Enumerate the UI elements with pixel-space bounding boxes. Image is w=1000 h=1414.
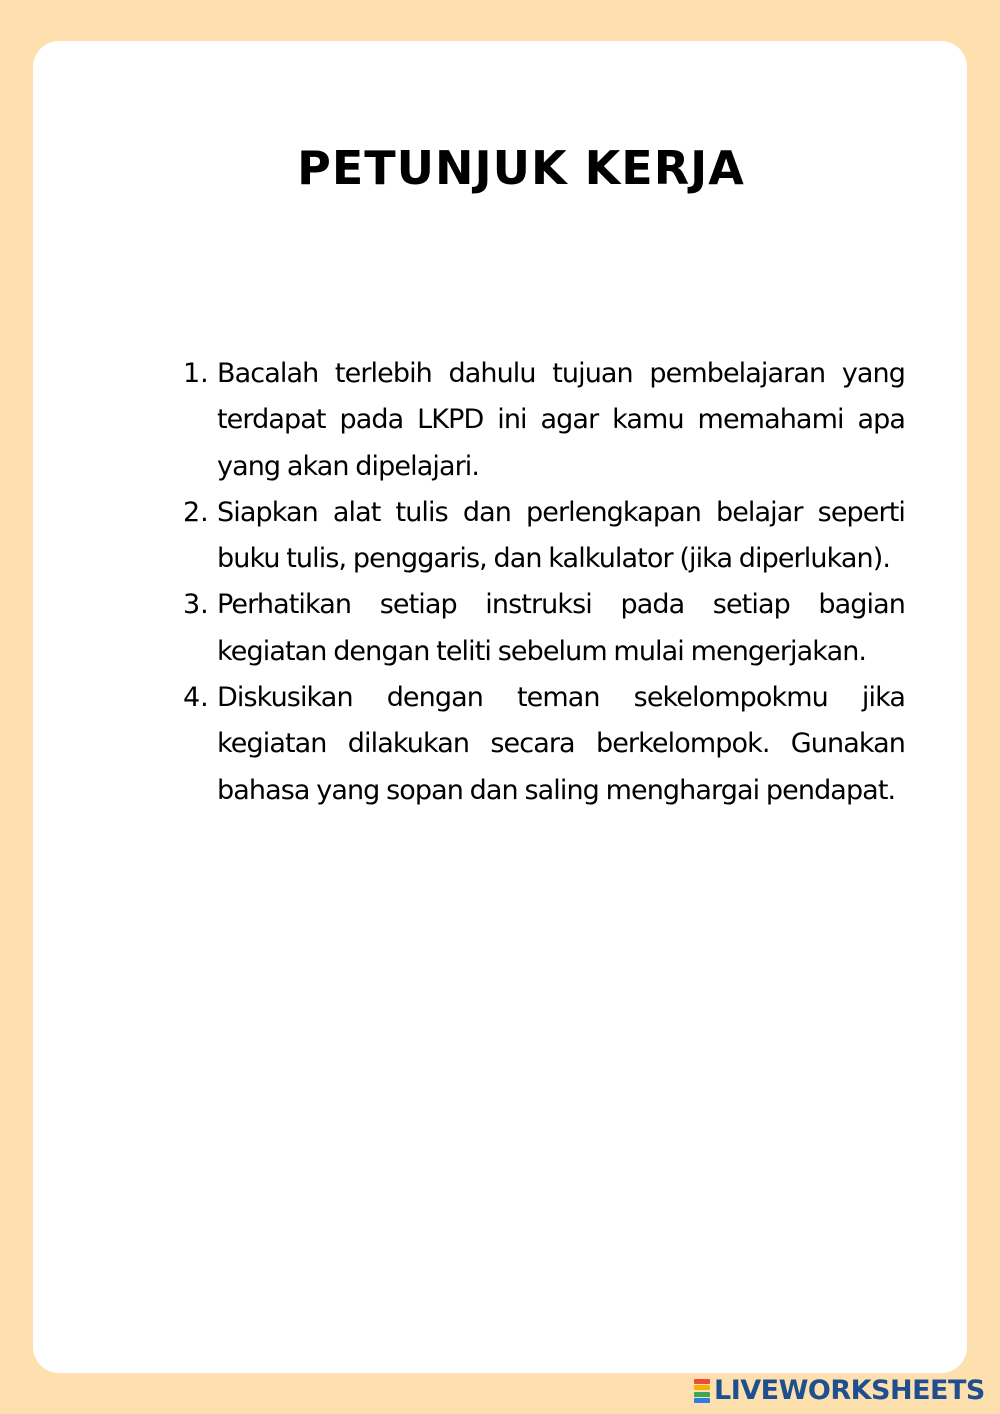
list-item bbox=[183, 490, 905, 583]
instruction-list bbox=[183, 351, 905, 814]
list-item bbox=[183, 675, 905, 814]
liveworksheets-brand[interactable] bbox=[694, 1376, 985, 1406]
list-item-text: Siapkan alat tulis dan perlengkapan belajar seperti buku tulis, penggaris, dan kalkulator (jika diperlukan). bbox=[217, 496, 905, 575]
page-title: PETUNJUK KERJA bbox=[297, 141, 745, 195]
list-item-text: Bacalah terlebih dahulu tujuan pembelajaran yang terdapat pada LKPD ini agar kamu memahami apa yang akan dipelajari. bbox=[217, 358, 905, 482]
list-item-number: 4. bbox=[183, 682, 209, 714]
list-item-number: 2. bbox=[183, 496, 209, 528]
list-item bbox=[183, 582, 905, 675]
list-item bbox=[183, 351, 905, 490]
liveworksheets-logo-icon bbox=[694, 1379, 710, 1403]
worksheet-card bbox=[33, 41, 967, 1373]
list-item-text: Diskusikan dengan teman sekelompokmu jika kegiatan dilakukan secara berkelompok. Gunakan bahasa yang sopan dan saling menghargai pendapat. bbox=[217, 682, 905, 806]
list-item-text: Perhatikan setiap instruksi pada setiap bagian kegiatan dengan teliti sebelum mulai mengerjakan. bbox=[217, 589, 905, 667]
list-item-number: 1. bbox=[183, 358, 209, 389]
list-item-number: 3. bbox=[183, 589, 209, 621]
brand-name: LIVEWORKSHEETS bbox=[714, 1375, 985, 1406]
